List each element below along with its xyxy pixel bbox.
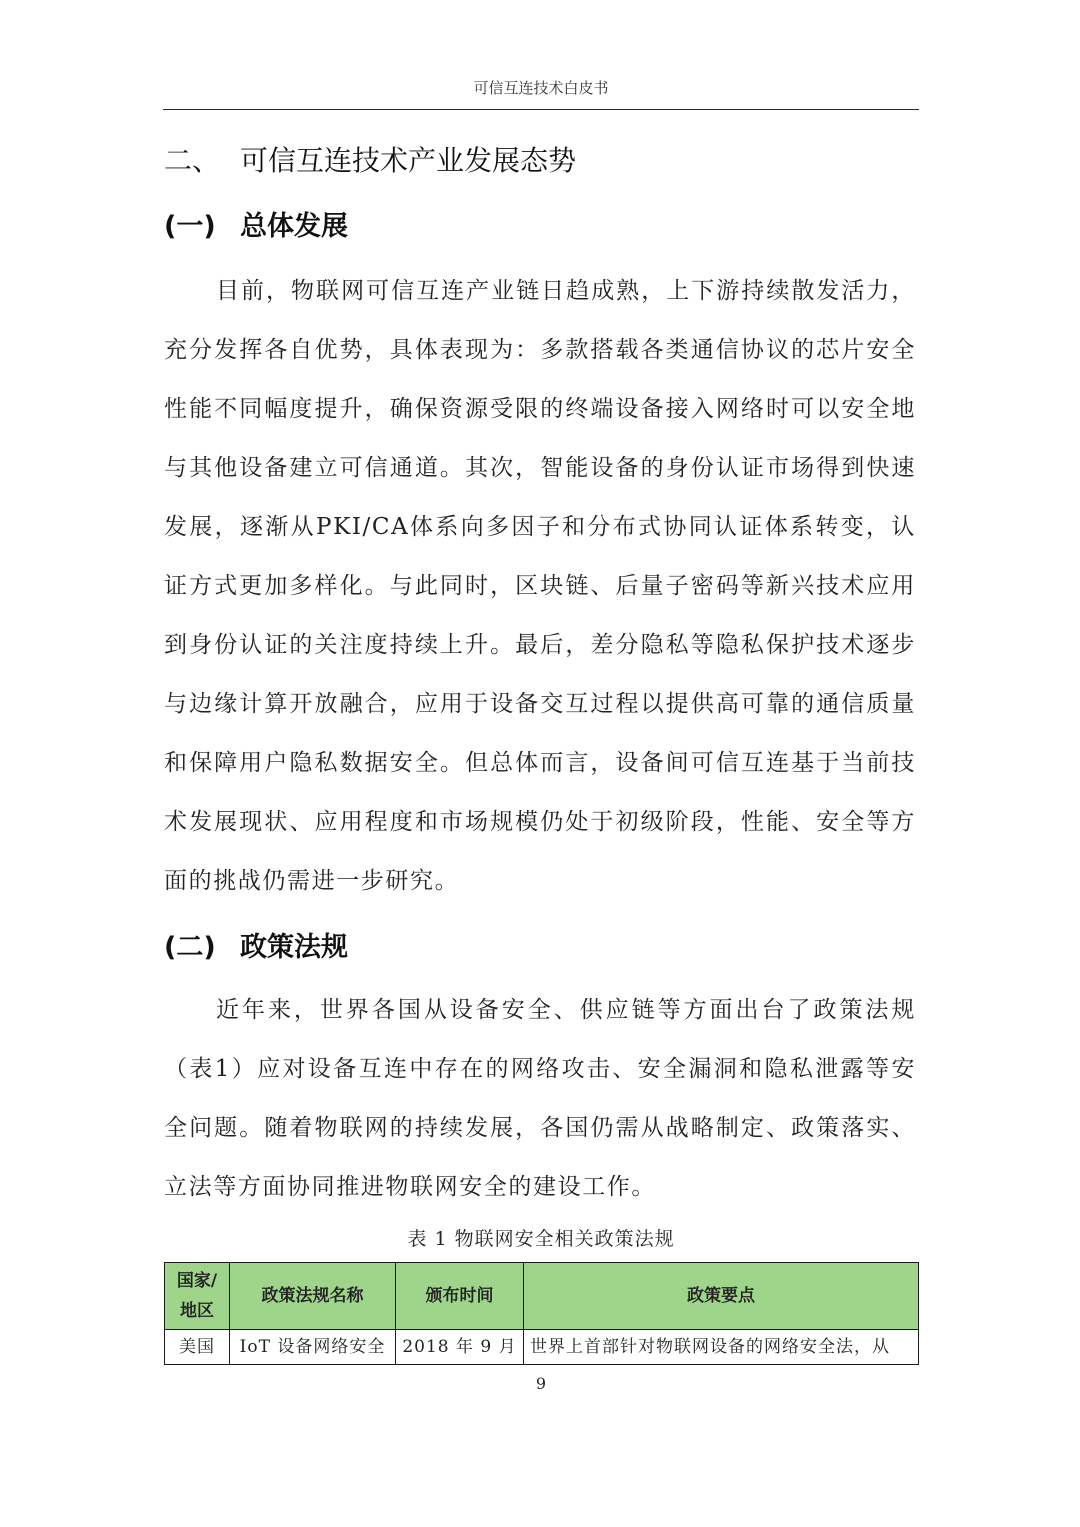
- table-caption: 表 1 物联网安全相关政策法规: [407, 1228, 675, 1250]
- header-rule: [163, 109, 919, 110]
- policy-table: [164, 1262, 919, 1365]
- section-heading: [164, 138, 576, 184]
- cell-date: 2018 年 9 月: [396, 1330, 524, 1365]
- subsection-title-1: 总体发展: [240, 211, 348, 242]
- header-date: 颁布时间: [396, 1263, 524, 1330]
- subsection-number-2: (二): [164, 932, 216, 963]
- cell-country: 美国: [165, 1330, 230, 1365]
- page-number: 9: [535, 1374, 547, 1393]
- paragraph-policy: 近年来，世界各国从设备安全、供应链等方面出台了政策法规（表1）应对设备互连中存在的网络攻击、安全漏洞和隐私泄露等安全问题。随着物联网的持续发展，各国仍需从战略制定、政策落实、立法等方面协同推进物联网安全的建设工作。: [164, 997, 916, 1200]
- header-country: 国家/地区: [165, 1263, 230, 1330]
- header-key-points: 政策要点: [524, 1263, 919, 1330]
- section-number: 二、: [164, 144, 221, 177]
- table-header-row: [165, 1263, 919, 1330]
- subsection-title-2: 政策法规: [240, 932, 348, 963]
- running-header: 可信互连技术白皮书: [473, 79, 609, 97]
- header-policy-name: 政策法规名称: [230, 1263, 396, 1330]
- subsection-heading-1: [164, 204, 348, 250]
- cell-policy-name: IoT 设备网络安全: [230, 1330, 396, 1365]
- subsection-heading-2: [164, 925, 348, 971]
- cell-key-points: 世界上首部针对物联网设备的网络安全法，从: [524, 1330, 919, 1365]
- section-title: 可信互连技术产业发展态势: [240, 144, 577, 177]
- paragraph-overall-development: 目前，物联网可信互连产业链日趋成熟，上下游持续散发活力，充分发挥各自优势，具体表现为：多款搭载各类通信协议的芯片安全性能不同幅度提升，确保资源受限的终端设备接入网络时可以安全地与其他设备建立可信通道。其次，智能设备的身份认证市场得到快速发展，逐渐从PKI/CA体系向多因子和分布式协同认证体系转变，认证方式更加多样化。与此同时，区块链、后量子密码等新兴技术应用到身份认证的关注度持续上升。最后，差分隐私等隐私保护技术逐步与边缘计算开放融合，应用于设备交互过程以提供高可靠的通信质量和保障用户隐私数据安全。但总体而言，设备间可信互连基于当前技术发展现状、应用程度和市场规模仍处于初级阶段，性能、安全等方面的挑战仍需进一步研究。: [164, 278, 916, 894]
- table-row: [165, 1330, 919, 1365]
- subsection-number-1: (一): [164, 211, 216, 242]
